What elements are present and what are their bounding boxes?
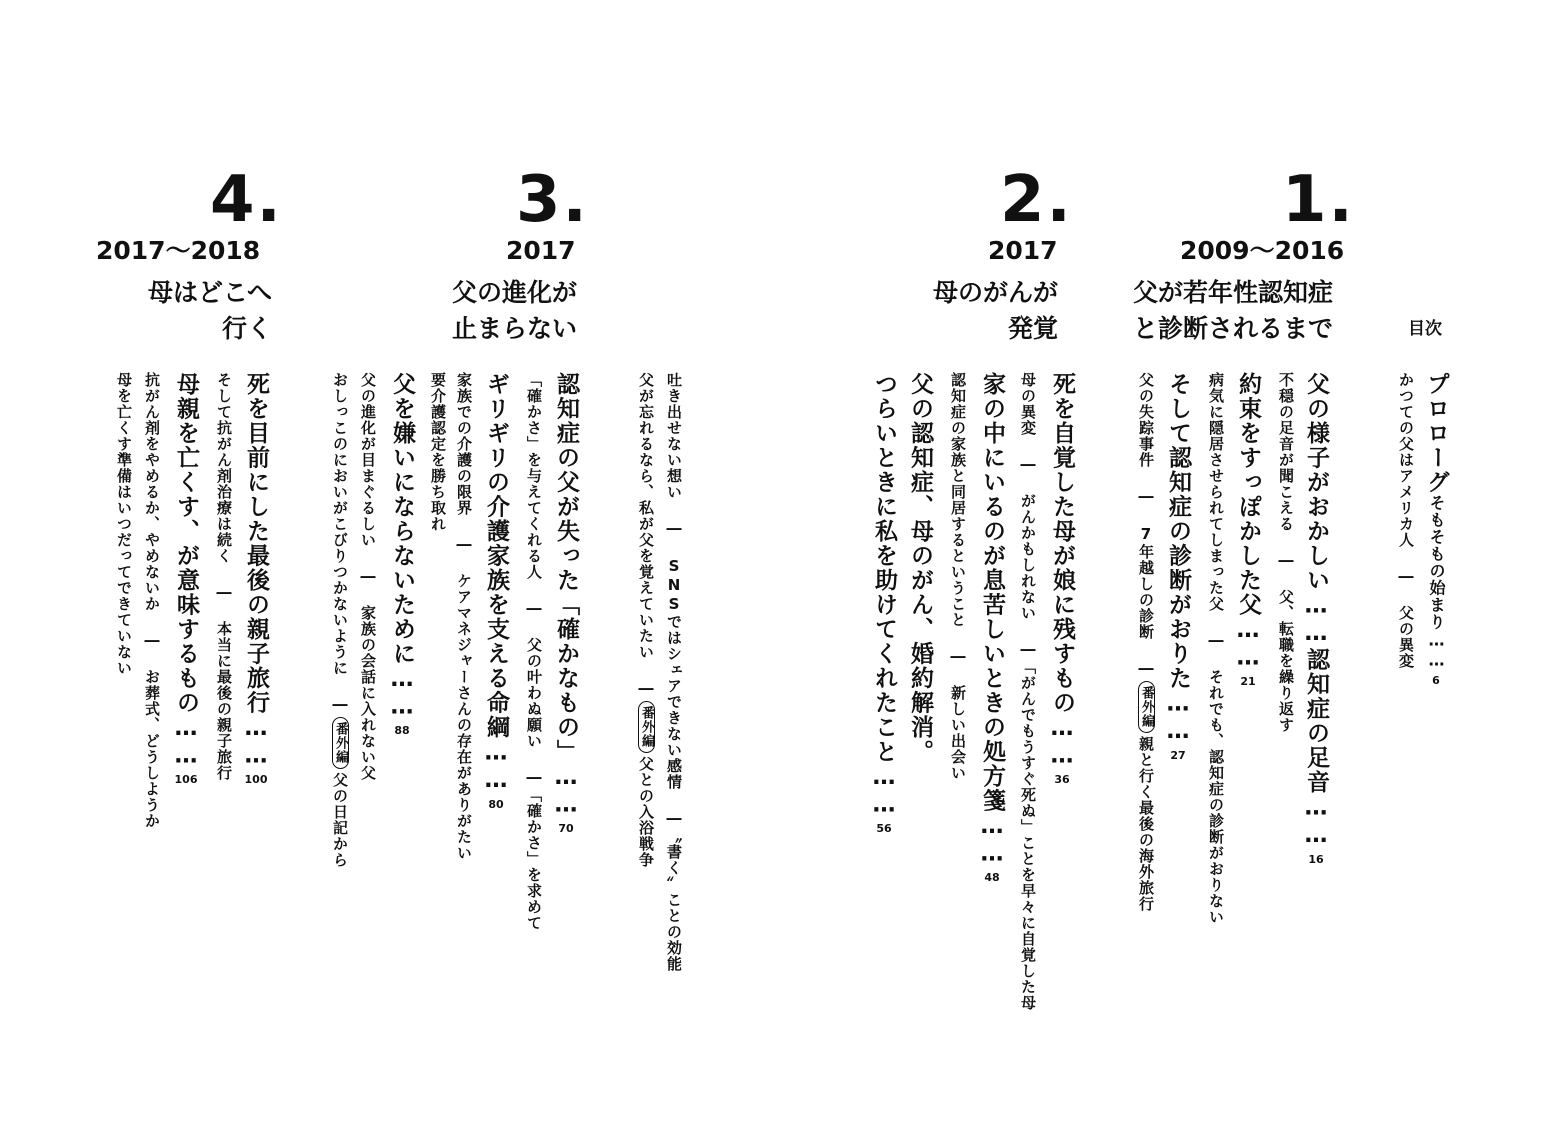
prologue-title-rest: そもそもの始まり…… — [1427, 494, 1446, 671]
chapter-1-title: 父の様子がおかしい……認知症の足音…… — [1303, 372, 1329, 850]
chapter-11-heading[interactable] — [174, 372, 197, 785]
chapter-10-heading[interactable] — [244, 372, 267, 785]
part-1-title-line-2: と診断されるまで — [1132, 314, 1333, 343]
prologue-title: プロローグ — [1423, 372, 1449, 495]
chapter-9-sub-1: おしっこのにおいがこびりつかないように ― — [331, 372, 349, 714]
chapter-3-title: そして認知症の診断がおりた…… — [1165, 372, 1191, 746]
chapter-6-sub-2: 父との入浴戦争 — [637, 756, 655, 868]
part-4-title-line-1: 母はどこへ — [147, 278, 272, 307]
chapter-8-title: ギリギリの介護家族を支える命綱…… — [483, 372, 509, 795]
toc-label: 目次 — [1408, 319, 1442, 339]
chapter-2-title: 約束をすっぽかした父…… — [1235, 372, 1261, 672]
part-1-title-line-1: 父が若年性認知症 — [1132, 278, 1333, 307]
separator: ― — [1397, 548, 1415, 605]
chapter-11-page: 106 — [174, 773, 198, 786]
part-3-title-line-2: 止まらない — [451, 314, 577, 343]
chapter-5-page: 48 — [984, 871, 1000, 884]
extra-edition-tag: 番外編 — [638, 701, 655, 753]
chapter-5-subtitle: 認知症の家族と同居するということ ― 新しい出会い — [949, 372, 967, 781]
chapter-9-subtitle: 父の進化が目まぐるしい ― 家族の会話に入れない父 — [359, 372, 377, 781]
chapter-9-heading[interactable] — [390, 372, 413, 736]
part-3-title-line-1: 父の進化が — [451, 278, 577, 307]
chapter-6-heading-2[interactable] — [872, 372, 895, 834]
chapter-11-subtitle: 抗がん剤をやめるか、やめないか ― お葬式、どうしようか — [143, 372, 161, 829]
chapter-6-sub-1: 父が忘れるなら、私が父を覚えていたい ― — [637, 372, 655, 698]
chapter-3-sub-2: 親と行く最後の海外旅行 — [1137, 736, 1155, 912]
chapter-4-page: 36 — [1054, 773, 1070, 786]
part-2-title — [900, 275, 1058, 347]
chapter-1-subtitle: 不穏の足音が聞こえる ― 父、転職を繰り返す — [1277, 372, 1295, 733]
chapter-7-title: 認知症の父が失った「確かなもの」…… — [553, 372, 579, 819]
chapter-9-subtitle-2 — [332, 372, 349, 868]
chapter-5-title: 家の中にいるのが息苦しいときの処方箋…… — [979, 372, 1005, 868]
chapter-2-subtitle: 病気に隠居させられてしまった父 ― それでも、認知症の診断がおりない — [1207, 372, 1225, 925]
part-2-title-line-2: 発覚 — [1007, 314, 1058, 343]
part-4-title — [100, 275, 272, 347]
chapter-5-heading[interactable] — [980, 372, 1003, 883]
chapter-10-page: 100 — [244, 773, 268, 786]
extra-edition-tag: 番外編 — [332, 717, 349, 769]
chapter-10-title: 死を目前にした最後の親子旅行…… — [243, 372, 269, 770]
prologue-subtitle — [1398, 372, 1414, 669]
chapter-8-page: 80 — [488, 797, 504, 811]
prologue-page: 6 — [1432, 673, 1440, 687]
part-2-title-line-1: 母のがんが — [932, 278, 1058, 307]
part-1-number: 1. — [1282, 163, 1355, 237]
chapter-9-page: 88 — [394, 724, 410, 737]
chapter-3-sub-1: 父の失踪事件 ― 7年越しの診断 ― — [1137, 372, 1155, 678]
chapter-4-title: 死を自覚した母が娘に残すもの…… — [1049, 372, 1075, 770]
prologue-heading[interactable] — [1424, 372, 1447, 686]
chapter-1-heading[interactable] — [1304, 372, 1327, 865]
chapter-6-heading[interactable]: 父の認知症、母のがん、婚約解消。 — [907, 372, 933, 764]
chapter-9-sub-2: 父の日記から — [331, 772, 349, 868]
chapter-6-title: つらいときに私を助けてくれたこと…… — [871, 372, 897, 819]
prologue-sub: かつての父はアメリカ人 — [1397, 372, 1415, 548]
chapter-3-page: 27 — [1170, 748, 1186, 762]
prologue-sub-2: 父の異変 — [1397, 605, 1415, 669]
part-3-years: 2017 — [506, 236, 576, 265]
chapter-6-page: 56 — [876, 822, 892, 835]
chapter-4-subtitle: 母の異変 ― がんかもしれない ―「がんでもうすぐ死ぬ」ことを早々に自覚した母 — [1019, 372, 1037, 1011]
chapter-1-page: 16 — [1308, 852, 1324, 866]
chapter-2-heading[interactable] — [1236, 372, 1259, 687]
chapter-4-heading[interactable] — [1050, 372, 1073, 785]
part-4-number: 4. — [210, 163, 283, 237]
chapter-7-page: 70 — [558, 822, 574, 835]
chapter-8-heading[interactable] — [484, 372, 507, 810]
chapter-2-page: 21 — [1240, 675, 1256, 688]
part-4-years: 2017〜2018 — [96, 236, 261, 265]
chapter-7-heading[interactable] — [554, 372, 577, 834]
extra-edition-tag: 番外編 — [1138, 681, 1155, 733]
part-3-number: 3. — [516, 163, 589, 237]
part-4-title-line-2: 行く — [221, 314, 272, 343]
chapter-8-subtitle-2: 要介護認定を勝ち取れ — [429, 372, 447, 532]
chapter-3-heading[interactable] — [1166, 372, 1189, 761]
chapter-11-title: 母親を亡くす、が意味するもの…… — [173, 372, 199, 770]
part-1-title — [1128, 275, 1333, 347]
chapter-8-subtitle: 家族での介護の限界 ― ケアマネジャーさんの存在がありがたい — [455, 372, 473, 861]
part-2-number: 2. — [1000, 163, 1073, 237]
part-2-years: 2017 — [988, 236, 1058, 265]
chapter-9-title: 父を嫌いにならないために…… — [389, 372, 415, 721]
chapter-3-subtitle — [1138, 372, 1155, 912]
part-1-years: 2009〜2016 — [1180, 236, 1345, 265]
chapter-6-subtitle-2 — [638, 372, 655, 868]
part-3-title — [415, 275, 577, 347]
chapter-11-subtitle-2: 母を亡くす準備はいつだってできていない — [115, 372, 133, 676]
chapter-10-subtitle: そして抗がん剤治療は続く ― 本当に最後の親子旅行 — [215, 372, 233, 781]
chapter-6-subtitle: 吐き出せない想い ― SNSではシェアできない感情 ―〝書く〟ことの効能 — [665, 372, 683, 972]
chapter-7-subtitle: 「確かさ」を与えてくれる人 ― 父の叶わぬ願い ―「確かさ」を求めて — [525, 372, 543, 931]
